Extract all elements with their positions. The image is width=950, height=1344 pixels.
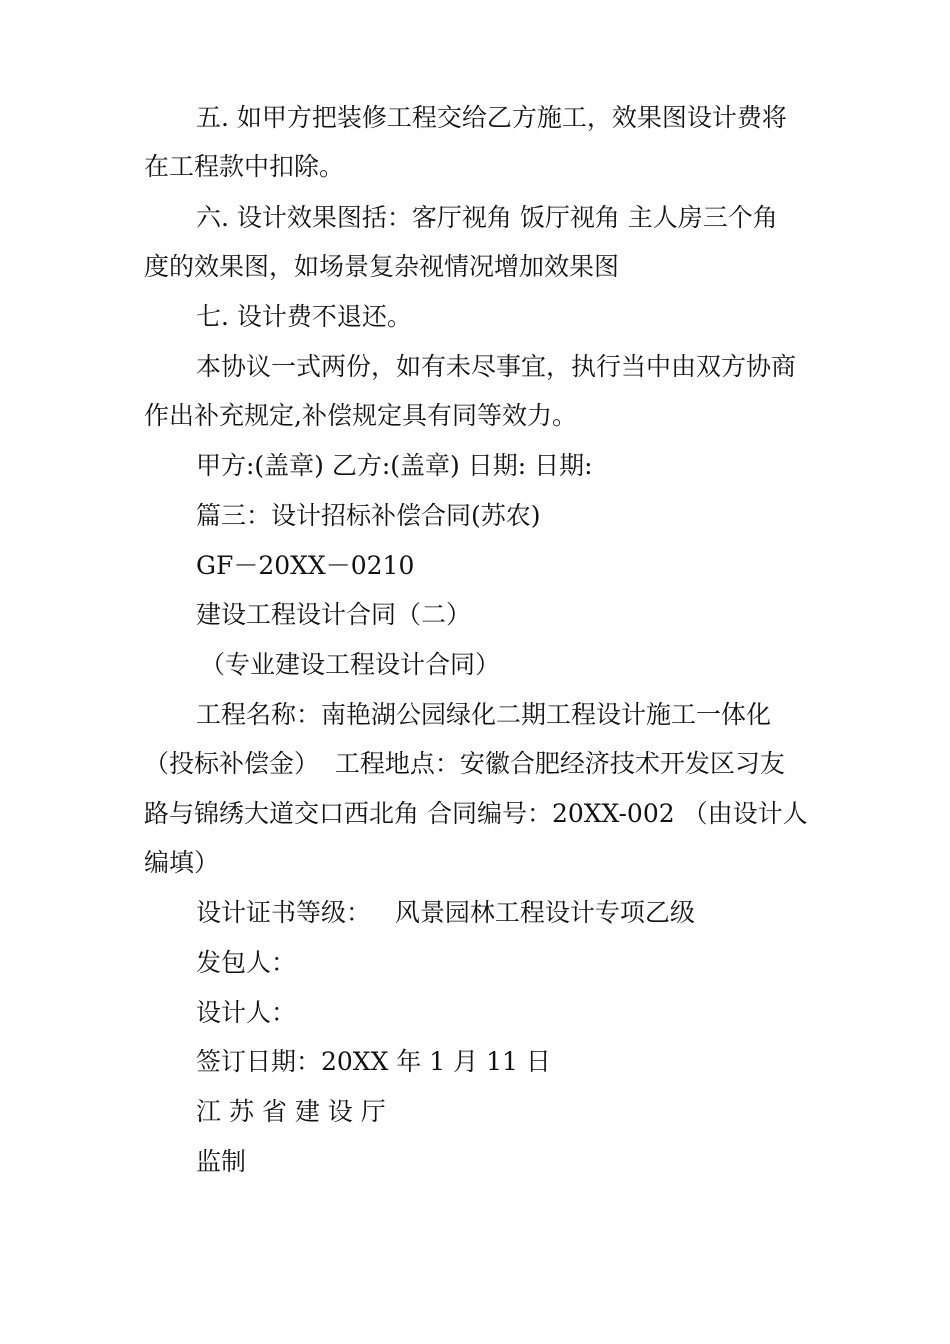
- contract-subtitle: （专业建设工程设计合同）: [200, 650, 501, 679]
- contract-title: 建设工程设计合同（二）: [196, 600, 472, 629]
- certificate-grade: 设计证书等级： 风景园林工程设计专项乙级: [196, 898, 695, 927]
- clause-5-line-1: 五. 如甲方把装修工程交给乙方施工，效果图设计费将: [196, 103, 787, 132]
- contract-code: GF－20XX－0210: [196, 551, 415, 580]
- project-name-line-4: 编填）: [144, 848, 220, 877]
- clause-6-line-2: 度的效果图，如场景复杂视情况增加效果图: [144, 252, 620, 281]
- project-name-line-3: 路与锦绣大道交口西北角 合同编号：20XX-002 （由设计人: [144, 799, 808, 828]
- supervised-by: 监制: [196, 1147, 247, 1176]
- contractor-field: 发包人：: [196, 948, 297, 977]
- agreement-note-line-2: 作出补充规定,补偿规定具有同等效力。: [144, 401, 577, 430]
- signing-date: 签订日期：20XX 年 1 月 11 日: [196, 1047, 551, 1076]
- agreement-note-line-1: 本协议一式两份，如有未尽事宜，执行当中由双方协商: [196, 352, 797, 381]
- issuing-department: 江 苏 省 建 设 厅: [196, 1097, 386, 1126]
- designer-field: 设计人：: [196, 998, 297, 1027]
- clause-6-line-1: 六. 设计效果图括：客厅视角 饭厅视角 主人房三个角: [196, 203, 778, 232]
- project-name-line-2: （投标补偿金） 工程地点：安徽合肥经济技术开发区习友: [144, 749, 785, 778]
- clause-7: 七. 设计费不退还。: [196, 302, 412, 331]
- project-name-line-1: 工程名称：南艳湖公园绿化二期工程设计施工一体化: [196, 700, 772, 729]
- clause-5-line-2: 在工程款中扣除。: [144, 152, 345, 181]
- signature-line: 甲方:(盖章) 乙方:(盖章) 日期: 日期:: [196, 451, 593, 480]
- section-heading: 篇三：设计招标补偿合同(苏农): [196, 501, 541, 530]
